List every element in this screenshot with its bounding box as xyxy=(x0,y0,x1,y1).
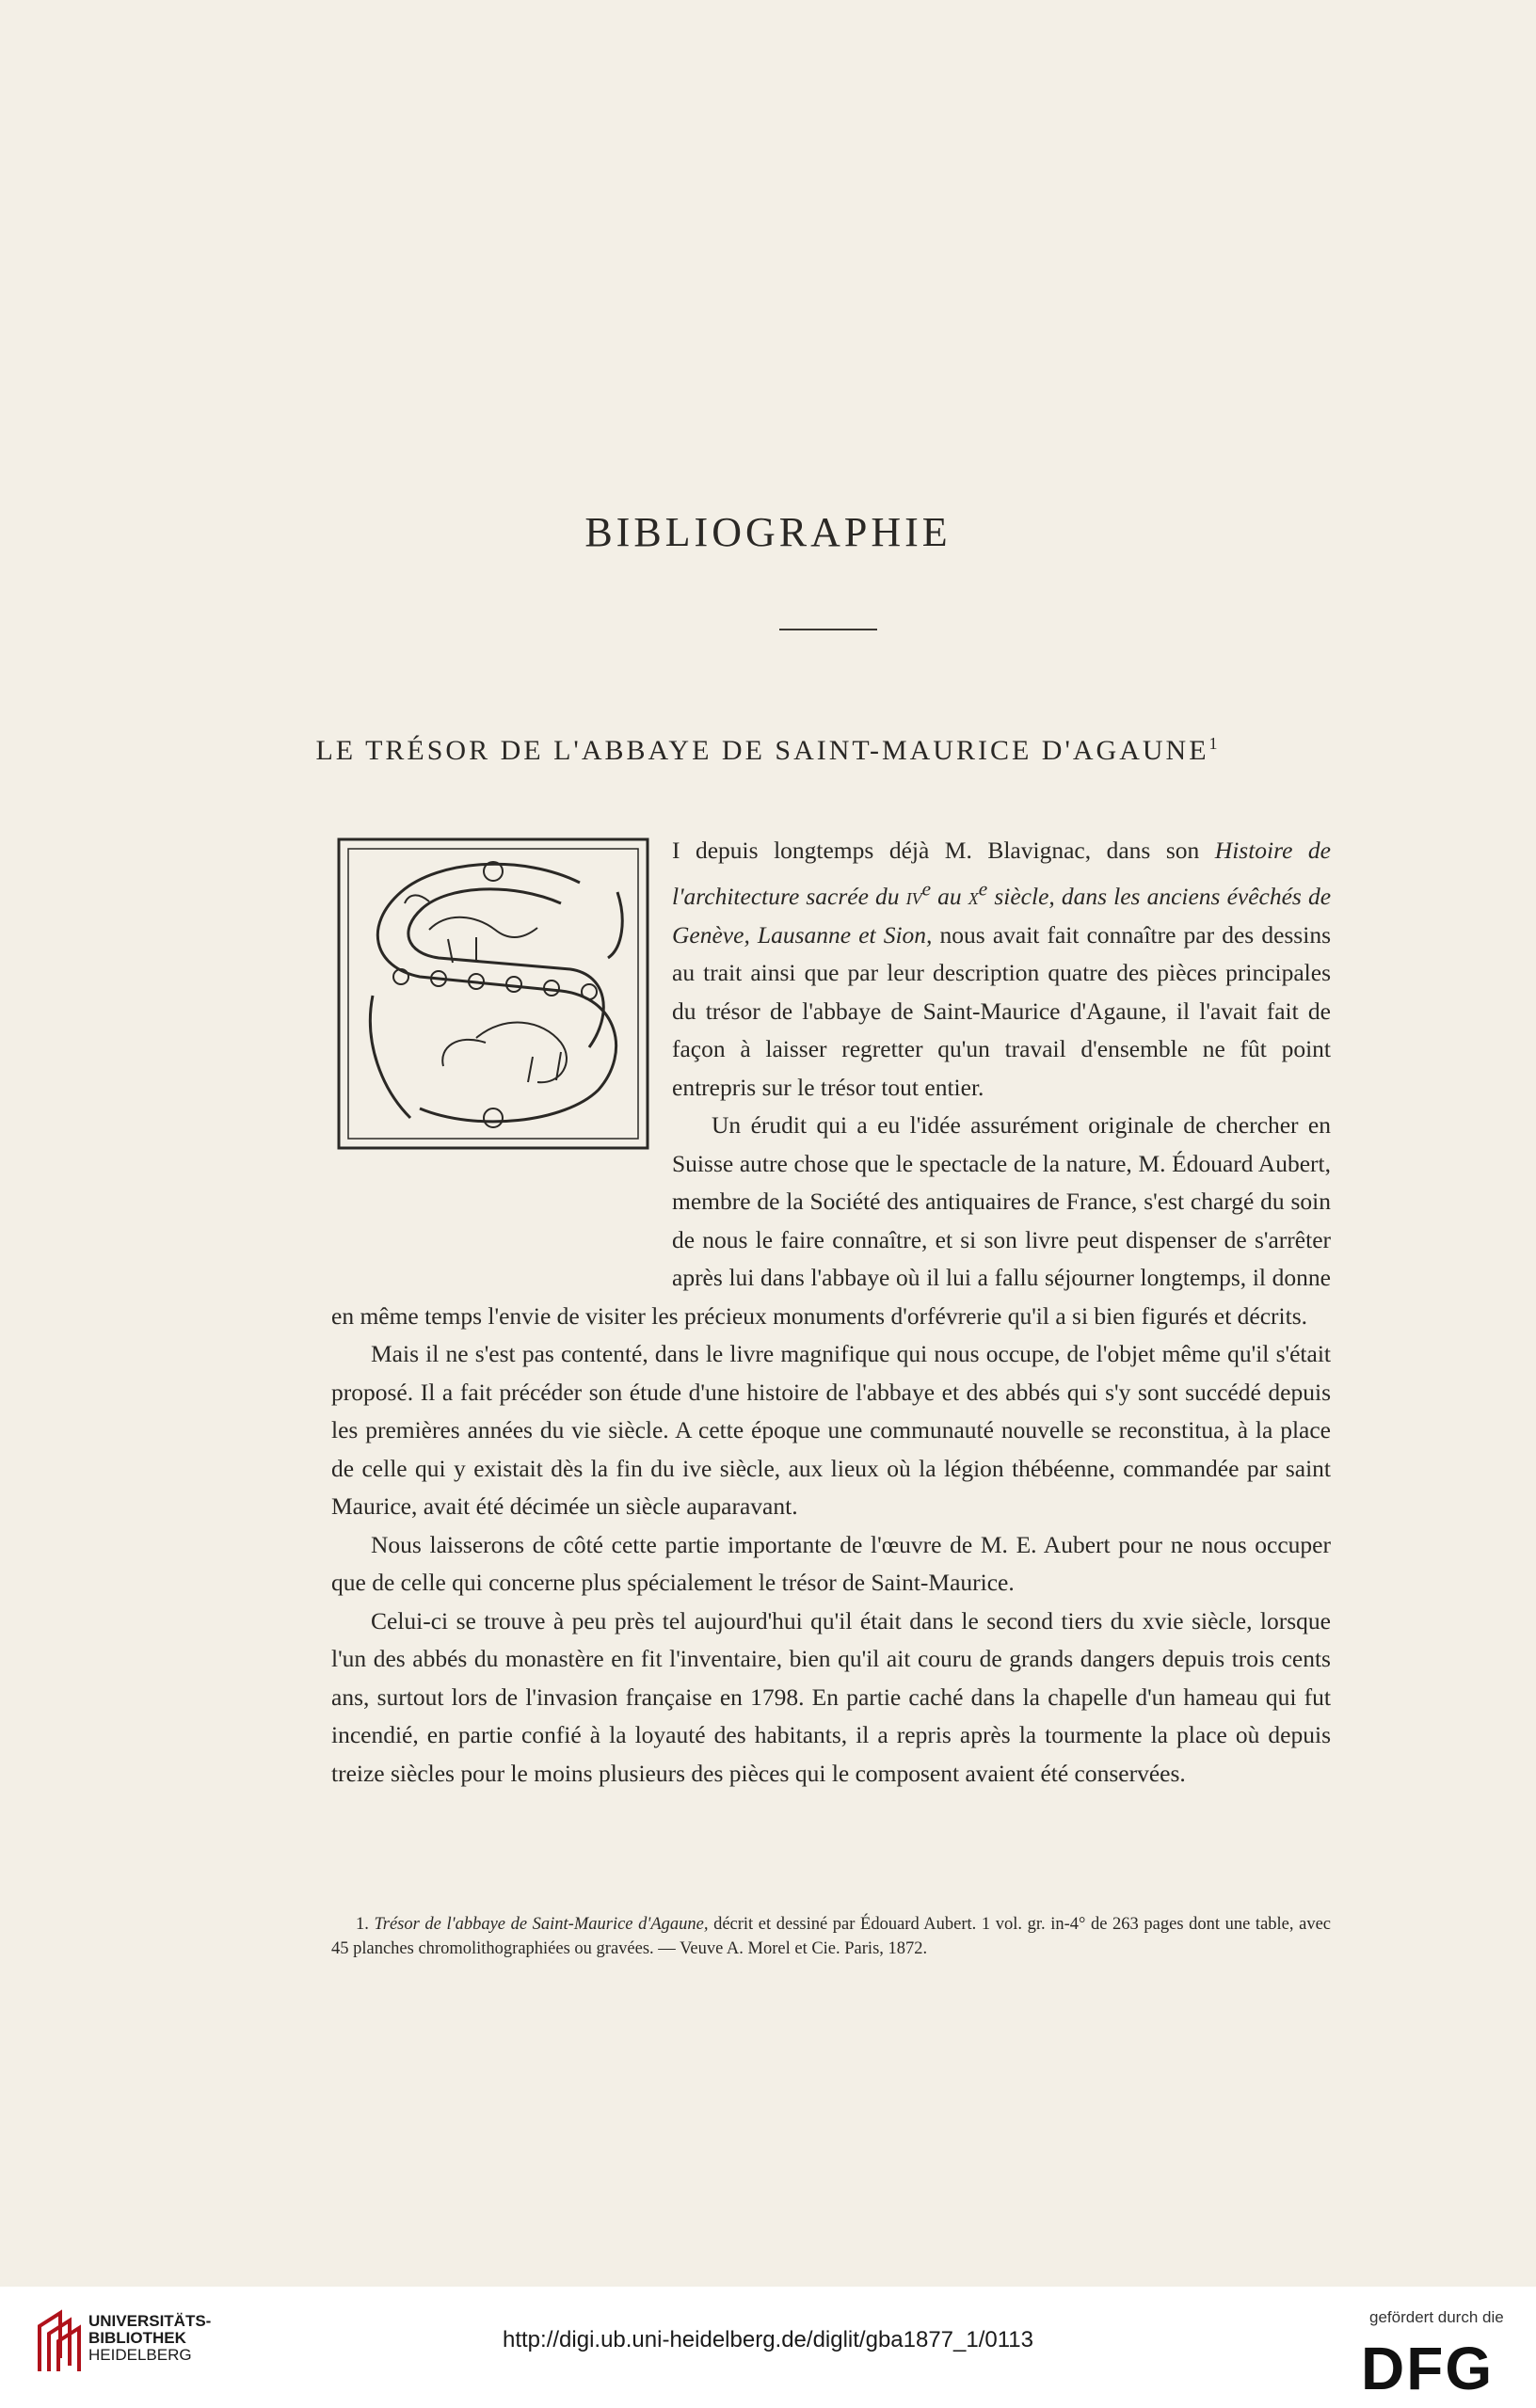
footnote-title: Trésor de l'abbaye de Saint-Maurice d'Agaune, xyxy=(374,1915,709,1934)
p1-part-i: nous avait fait connaître par des dessins au trait ainsi que par leur description quatre des pièces principales du trésor de l'abbaye de Saint-Maurice d'Agaune, il l'avait fait de façon à laisser regretter qu'un travail d'ensemble ne fût point entrepris sur le trésor tout entier. xyxy=(672,920,1331,1101)
body-text xyxy=(331,832,1331,1793)
title-rule xyxy=(779,629,877,630)
p1-part-g: e xyxy=(978,877,988,901)
page-title: BIBLIOGRAPHIE xyxy=(584,509,952,555)
funding-label: gefördert durch die xyxy=(1369,2308,1504,2326)
paragraph-2: Un érudit qui a eu l'idée assurément originale de chercher en Suisse autre chose que le spectacle de la nature, M. Édouard Aubert, membre de la Société des antiquaires de France, s'est chargé du soin de nous le faire connaître, et si son livre peut dispenser de s'arrêter après lui dans l'abbaye où il lui a fallu séjourner longtemps, il donne en même temps l'envie de visiter les précieux monuments d'orfévrerie qu'il a si bien figurés et décrits. xyxy=(331,1111,1331,1330)
section-heading-text: LE TRÉSOR DE L'ABBAYE DE SAINT-MAURICE D'AGAUNE xyxy=(315,735,1209,766)
paragraph-5: Celui-ci se trouve à peu près tel aujourd'hui qu'il était dans le second tiers du xvie siècle, lorsque l'un des abbés du monastère en fit l'inventaire, bien qu'il ait couru de grands dangers depuis trois cents ans, surtout lors de l'invasion française en 1798. En partie caché dans la chapelle d'un hameau qui fut incendié, en partie confié à la loyauté des habitants, il a repris après la tourmente la place où depuis treize siècles pour le moins plusieurs des pièces qui le composent avaient été conservées. xyxy=(331,1606,1331,1787)
footnote-number: 1. xyxy=(356,1915,369,1934)
p1-part-a: I depuis longtemps déjà M. Blavignac, dans son xyxy=(672,837,1215,864)
footnote-ref: 1 xyxy=(1208,734,1221,753)
section-heading xyxy=(0,734,1536,767)
footnote xyxy=(331,1912,1331,1961)
library-line-2: BIBLIOTHEK xyxy=(88,2329,186,2347)
library-line-1: UNIVERSITÄTS- xyxy=(88,2312,212,2330)
p1-part-d: e xyxy=(921,877,932,901)
p1-part-e: au xyxy=(931,883,968,910)
p1-part-f: x xyxy=(968,883,979,910)
p1-part-h: siècle, dans les anciens évêchés de Genève, Lausanne et Sion, xyxy=(672,883,1332,949)
drop-cap-space xyxy=(331,832,672,1289)
p1-part-c: iv xyxy=(905,883,922,910)
library-line-3: HEIDELBERG xyxy=(88,2346,192,2364)
footnote-text: décrit et dessiné par Édouard Aubert. 1 vol. gr. in-4° de 263 pages dont une table, avec 45 planches chromolithographiées ou gravées. — Veuve A. Morel et Cie. Paris, 1872. xyxy=(331,1915,1331,1958)
p1-part-b: Histoire de l'architecture sacrée du xyxy=(672,837,1331,910)
paragraph-3: Mais il ne s'est pas contenté, dans le livre magnifique qui nous occupe, de l'objet même qu'il s'était proposé. Il a fait précéder son étude d'une histoire de l'abbaye et des abbés qui s'y sont succédé depuis les premières années du vie siècle. A cette époque une communauté nouvelle se reconstitua, à la place de celle qui y existait dès la fin du ive siècle, aux lieux où la légion thébéenne, commandée par saint Maurice, avait été décimée un siècle auparavant. xyxy=(331,1340,1331,1520)
paragraph-4: Nous laisserons de côté cette partie importante de l'œuvre de M. E. Aubert pour ne nous occuper que de celle qui concerne plus spécialement le trésor de Saint-Maurice. xyxy=(331,1530,1331,1596)
permalink-url[interactable]: http://digi.ub.uni-heidelberg.de/diglit/gba1877_1/0113 xyxy=(503,2327,1033,2352)
dfg-logo[interactable]: DFG xyxy=(1361,2335,1495,2402)
